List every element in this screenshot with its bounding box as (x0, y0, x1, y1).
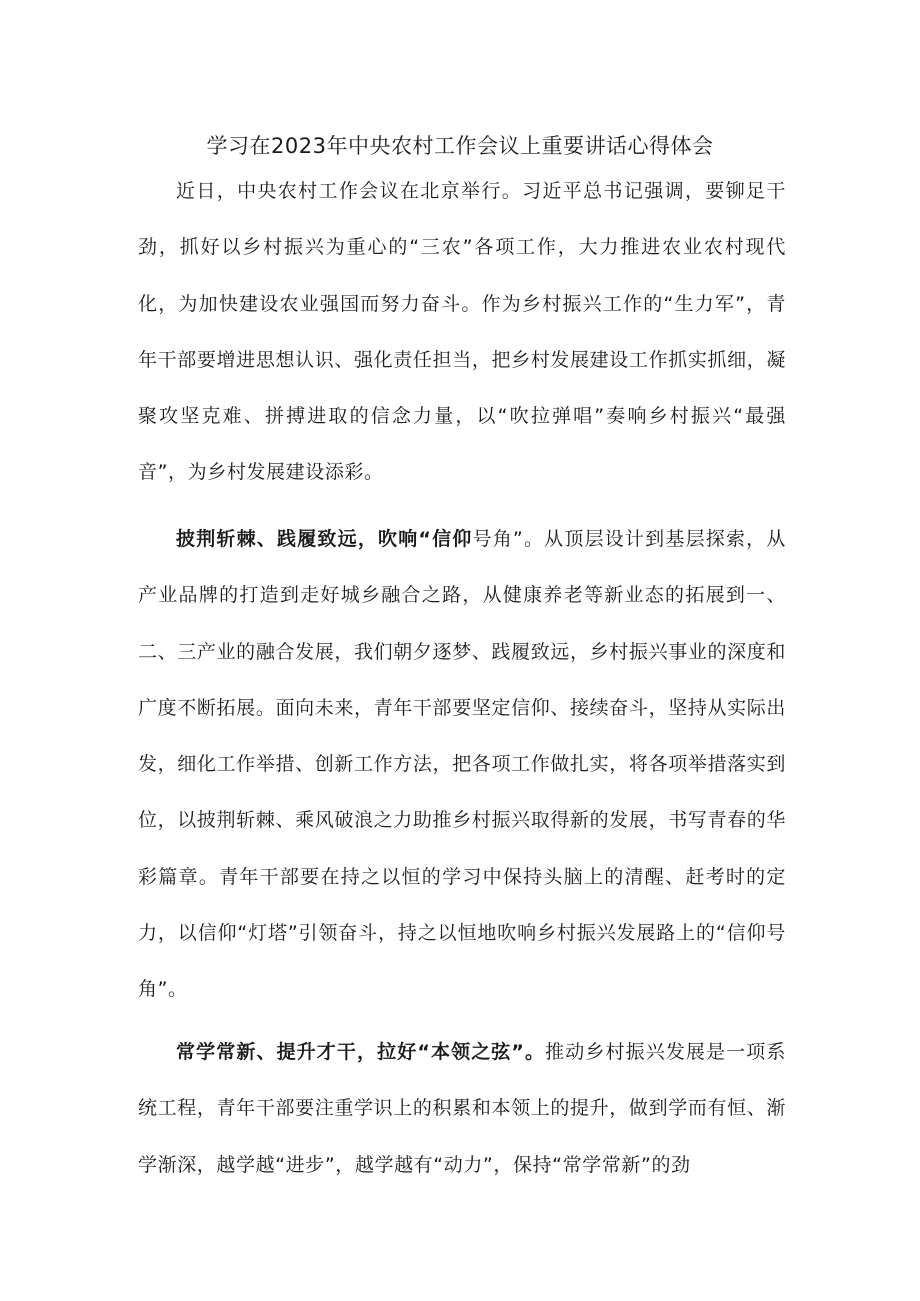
paragraph-faith-horn (138, 511, 786, 1018)
paragraph-text: 近日，中央农村工作会议在北京举行。习近平总书记强调，要铆足干劲，抓好以乡村振兴为重心的“三农”各项工作，大力推进农业农村现代化，为加快建设农业强国而努力奋斗。作为乡村振兴工作的“生力军”，青年干部要增进思想认识、强化责任担当，把乡村发展建设工作抓实抓细，凝聚攻坚克难、拼搏进取的信念力量，以“吹拉弹唱”奏响乡村振兴“最强音”，为乡村发展建设添彩。 (138, 180, 786, 484)
paragraph-lead: 常学常新、提升才干，拉好“本领之弦”。 (176, 1041, 546, 1063)
paragraph-intro (138, 163, 786, 501)
paragraph-skill-string (138, 1024, 786, 1193)
document-title: 学习在2023年中央农村工作会议上重要讲话心得体会 (206, 134, 714, 158)
paragraph-lead: 披荆斩棘、践履致远，吹响“信仰 (176, 528, 473, 550)
paragraph-text: 推动乡村振兴发展是一项系统工程，青年干部要注重学识上的积累和本领上的提升，做到学而有恒、渐学渐深，越学越“进步”，越学越有“动力”，保持“常学常新”的劲 (138, 1041, 786, 1176)
paragraph-text: 号角”。从顶层设计到基层探索，从产业品牌的打造到走好城乡融合之路，从健康养老等新业态的拓展到一、二、三产业的融合发展，我们朝夕逐梦、践履致远，乡村振兴事业的深度和广度不断拓展。面向未来，青年干部要坚定信仰、接续奋斗，坚持从实际出发，细化工作举措、创新工作方法，把各项工作做扎实，将各项举措落实到位，以披荆斩棘、乘风破浪之力助推乡村振兴取得新的发展，书写青春的华彩篇章。青年干部要在持之以恒的学习中保持头脑上的清醒、赶考时的定力，以信仰“灯塔”引领奋斗，持之以恒地吹响乡村振兴发展路上的“信仰号角”。 (138, 528, 786, 1001)
